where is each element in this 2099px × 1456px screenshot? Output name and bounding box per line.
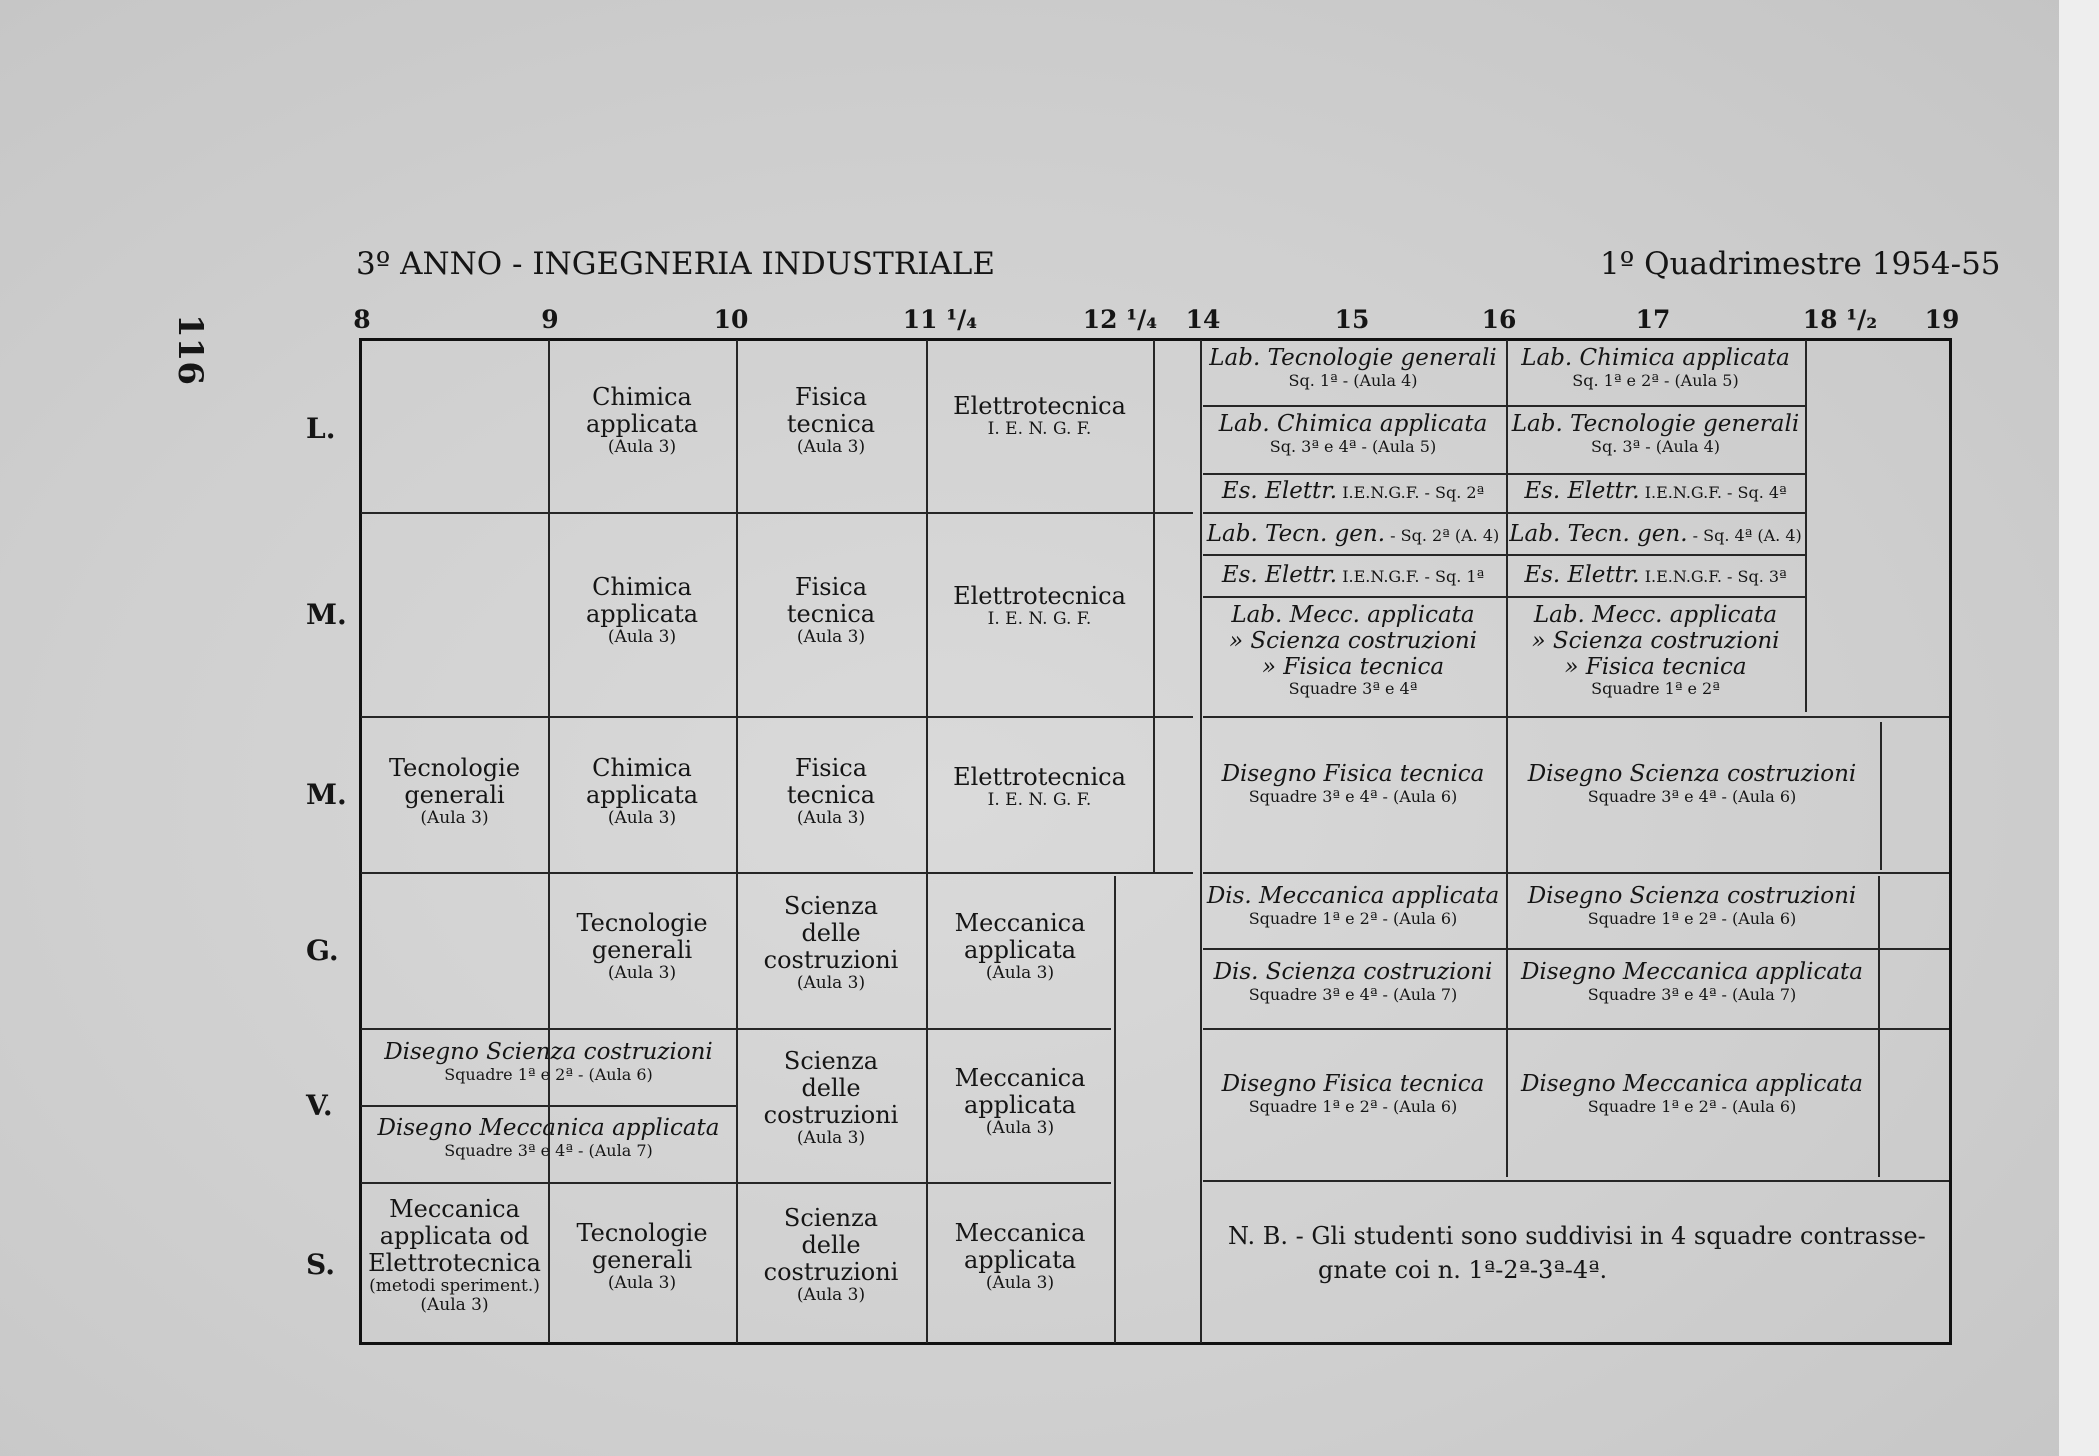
lab-cell: Disegno Meccanica applicata Squadre 3ª e 4ª - (Aula 7): [1520, 959, 1864, 1004]
lab-cell: Lab. Tecn. gen. - Sq. 4ª (A. 4): [1509, 521, 1802, 547]
class-cell: Disegno Meccanica applicata Squadre 3ª e 4ª - (Aula 7): [377, 1115, 720, 1160]
class-cell: Meccanica applicata od Elettrotecnica (metodi speriment.) (Aula 3): [368, 1195, 541, 1315]
lab-cell: Dis. Meccanica applicata Squadre 1ª e 2ª - (Aula 6): [1206, 883, 1500, 928]
lab-cell: Disegno Meccanica applicata Squadre 1ª e 2ª - (Aula 6): [1520, 1071, 1864, 1116]
day-label: V.: [306, 1089, 333, 1122]
day-label: G.: [306, 934, 339, 967]
lab-cell: Dis. Scienza costruzioni Squadre 3ª e 4ª - (Aula 7): [1213, 959, 1493, 1004]
day-label: S.: [306, 1248, 335, 1281]
class-cell: Chimica applicata (Aula 3): [585, 754, 699, 828]
grid-line: [1203, 872, 1949, 874]
grid-line: [1203, 473, 1805, 475]
grid-line: [1203, 596, 1805, 598]
lab-cell: Disegno Scienza costruzioni Squadre 1ª e 2ª - (Aula 6): [1527, 883, 1857, 928]
day-label: L.: [306, 412, 336, 445]
lab-cell: Lab. Mecc. applicata » Scienza costruzioni » Fisica tecnica Squadre 3ª e 4ª: [1228, 602, 1477, 699]
class-cell: Elettrotecnica I. E. N. G. F.: [953, 392, 1126, 439]
class-cell: Elettrotecnica I. E. N. G. F.: [953, 582, 1126, 629]
grid-line: [1114, 876, 1116, 1343]
hour-label: 16: [1481, 305, 1517, 334]
grid-line: [926, 340, 928, 1343]
hour-label: 12 ¹/₄: [1082, 305, 1158, 334]
hour-label: 17: [1635, 305, 1671, 334]
lab-cell: Disegno Scienza costruzioni Squadre 3ª e 4ª - (Aula 6): [1527, 761, 1857, 806]
hour-label: 11 ¹/₄: [902, 305, 978, 334]
grid-line: [361, 1105, 736, 1107]
lab-cell: Es. Elettr. I.E.N.G.F. - Sq. 3ª: [1524, 562, 1787, 588]
class-cell: Scienza delle costruzioni (Aula 3): [763, 1204, 899, 1305]
grid-line: [1203, 512, 1805, 514]
grid-line: [361, 716, 1193, 718]
class-cell: Scienza delle costruzioni (Aula 3): [763, 892, 899, 993]
class-cell: Fisica tecnica (Aula 3): [786, 754, 876, 828]
class-cell: Tecnologie generali (Aula 3): [388, 754, 521, 828]
day-label: M.: [306, 778, 347, 811]
grid-line: [1878, 876, 1880, 1177]
hour-label: 19: [1924, 305, 1960, 334]
schedule-title: 3º ANNO - INGEGNERIA INDUSTRIALE: [356, 246, 995, 282]
grid-line: [736, 340, 738, 1343]
grid-line: [1805, 340, 1807, 712]
grid-line: [1203, 948, 1949, 950]
page-number: 116: [170, 314, 210, 385]
lab-cell: Lab. Tecnologie generali Sq. 1ª - (Aula 4): [1209, 345, 1497, 390]
lab-cell: Lab. Tecn. gen. - Sq. 2ª (A. 4): [1206, 521, 1500, 547]
grid-line: [1153, 340, 1155, 872]
day-label: M.: [306, 598, 347, 631]
grid-line: [361, 512, 1193, 514]
class-cell: Chimica applicata (Aula 3): [585, 573, 699, 647]
class-cell: Scienza delle costruzioni (Aula 3): [763, 1047, 899, 1148]
class-cell: Elettrotecnica I. E. N. G. F.: [953, 763, 1126, 810]
schedule-period: 1º Quadrimestre 1954-55: [1600, 246, 2001, 282]
class-cell: Meccanica applicata (Aula 3): [954, 1064, 1086, 1138]
grid-line: [361, 872, 1193, 874]
lab-cell: Lab. Chimica applicata Sq. 1ª e 2ª - (Aula 5): [1521, 345, 1790, 390]
hour-label: 8: [353, 305, 371, 334]
page-edge: [2059, 0, 2099, 1456]
class-cell: Fisica tecnica (Aula 3): [786, 383, 876, 457]
grid-line: [548, 340, 550, 1343]
grid-line: [1203, 554, 1805, 556]
lab-cell: Lab. Tecnologie generali Sq. 3ª - (Aula 4): [1511, 411, 1800, 456]
lab-cell: Lab. Mecc. applicata » Scienza costruzioni » Fisica tecnica Squadre 1ª e 2ª: [1531, 602, 1780, 699]
footnote: N. B. - Gli studenti sono suddivisi in 4 squadre contrasse- gnate coi n. 1ª-2ª-3ª-4ª.: [1228, 1222, 1926, 1284]
class-cell: Tecnologie generali (Aula 3): [576, 1219, 708, 1293]
hour-label: 9: [541, 305, 559, 334]
lab-cell: Disegno Fisica tecnica Squadre 3ª e 4ª - (Aula 6): [1221, 761, 1485, 806]
grid-line: [1203, 1028, 1949, 1030]
grid-line: [361, 1028, 1111, 1030]
hour-label: 18 ¹/₂: [1802, 305, 1878, 334]
lab-cell: Lab. Chimica applicata Sq. 3ª e 4ª - (Aula 5): [1218, 411, 1488, 456]
grid-line: [1203, 716, 1949, 718]
class-cell: Meccanica applicata (Aula 3): [954, 909, 1086, 983]
lab-cell: Es. Elettr. I.E.N.G.F. - Sq. 2ª: [1221, 478, 1485, 504]
class-cell: Meccanica applicata (Aula 3): [954, 1219, 1086, 1293]
grid-line: [1506, 340, 1508, 1177]
grid-line: [361, 1182, 1111, 1184]
hour-label: 15: [1334, 305, 1370, 334]
class-cell: Disegno Scienza costruzioni Squadre 1ª e 2ª - (Aula 6): [384, 1039, 713, 1084]
grid-line: [1203, 405, 1805, 407]
grid-line: [1203, 1180, 1949, 1182]
lab-cell: Disegno Fisica tecnica Squadre 1ª e 2ª - (Aula 6): [1221, 1071, 1485, 1116]
class-cell: Fisica tecnica (Aula 3): [786, 573, 876, 647]
class-cell: Chimica applicata (Aula 3): [585, 383, 699, 457]
lab-cell: Es. Elettr. I.E.N.G.F. - Sq. 4ª: [1524, 478, 1787, 504]
hour-label: 10: [713, 305, 749, 334]
lab-cell: Es. Elettr. I.E.N.G.F. - Sq. 1ª: [1221, 562, 1485, 588]
class-cell: Tecnologie generali (Aula 3): [576, 909, 708, 983]
hour-label: 14: [1185, 305, 1221, 334]
grid-line: [1880, 722, 1882, 870]
